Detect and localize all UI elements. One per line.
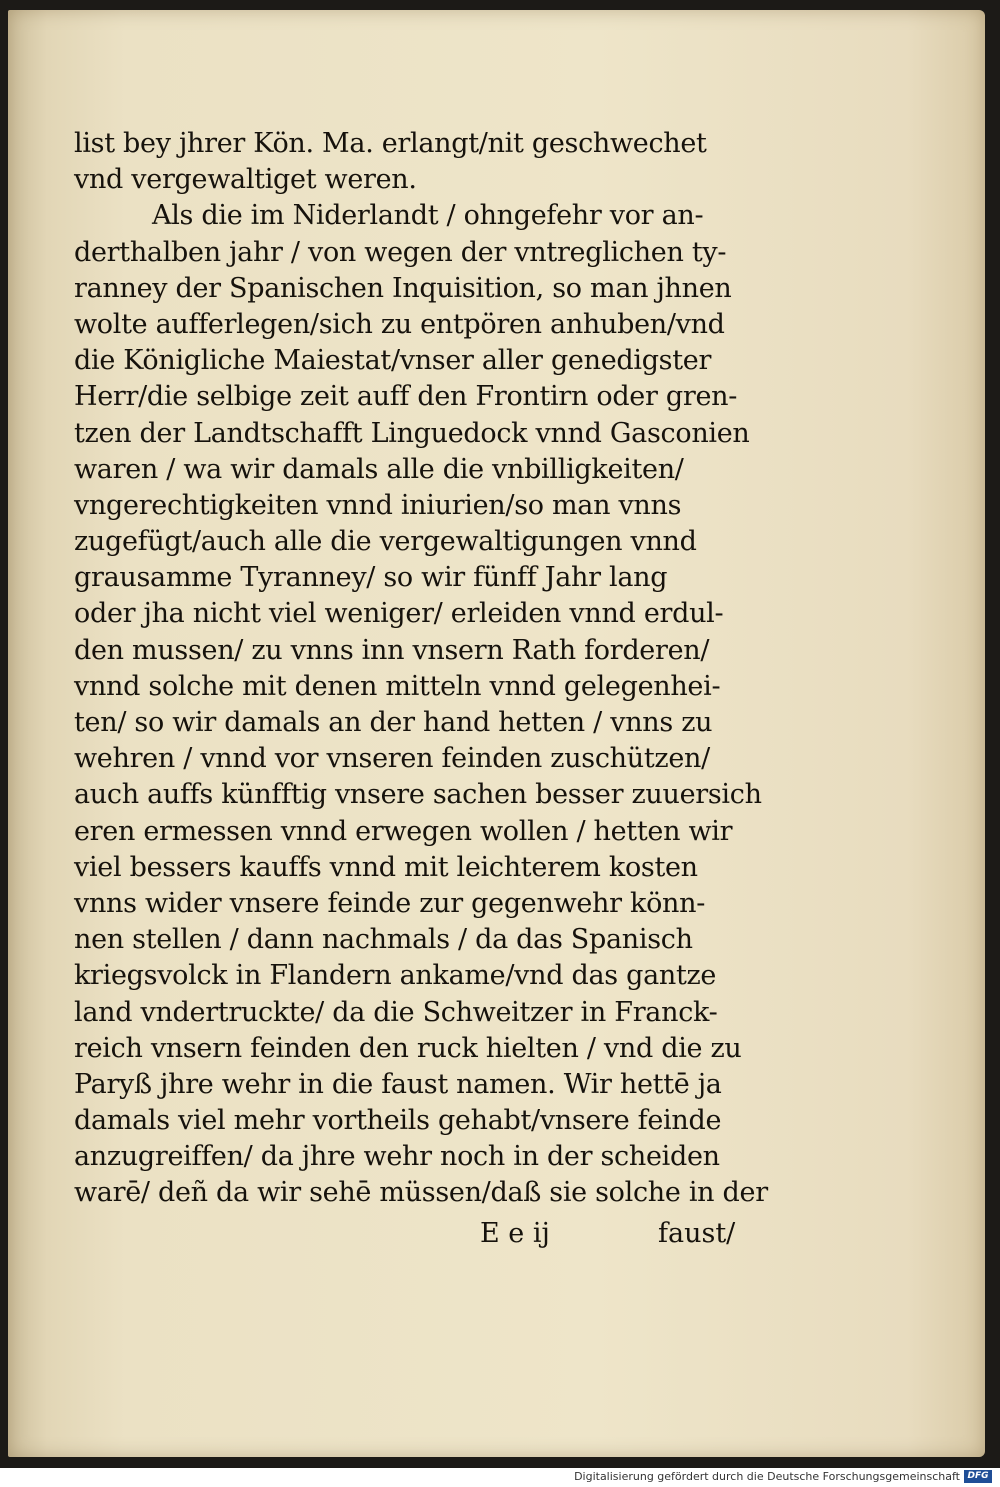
text-line: eren ermessen vnnd erwegen wollen / hetten wir [74,815,733,847]
text-line: warē/ deñ da wir sehē müssen/daß sie solche in der [74,1177,768,1209]
text-line: grausamme Tyranney/ so wir fünff Jahr lang [74,562,668,594]
text-line: Herr/die selbige zeit auff den Frontirn oder gren- [74,381,738,413]
text-line: kriegsvolck in Flandern ankame/vnd das gantze [74,960,717,992]
footer-bar [0,1468,1000,1487]
text-line: wolte aufferlegen/sich zu entpören anhuben/vnd [74,308,725,340]
text-line: den mussen/ zu vnns inn vnsern Rath forderen/ [74,634,710,666]
body-text [74,126,774,1212]
book-page [8,10,985,1457]
dfg-logo-icon[interactable]: DFG [964,1470,992,1483]
catchword: faust/ [658,1218,736,1249]
text-line: wehren / vnnd vor vnseren feinden zuschützen/ [74,743,710,775]
text-line: vngerechtigkeiten vnnd iniurien/so man vnns [74,489,682,521]
text-line: zugefügt/auch alle die vergewaltigungen vnnd [74,526,697,558]
text-line: list bey jhrer Kön. Ma. erlangt/nit geschwechet [74,128,707,159]
text-line: viel bessers kauffs vnnd mit leichterem kosten [74,851,698,883]
funding-credit: Digitalisierung gefördert durch die Deutsche Forschungsgemeinschaft [574,1470,960,1483]
text-line: auch auffs künfftig vnsere sachen besser zuuersich [74,779,762,811]
text-line: land vndertruckte/ da die Schweitzer in Franck- [74,996,718,1028]
text-line: waren / wa wir damals alle die vnbilligkeiten/ [74,453,684,485]
text-line: Paryß jhre wehr in die faust namen. Wir hettē ja [74,1068,722,1100]
text-line: anzugreiffen/ da jhre wehr noch in der scheiden [74,1141,720,1173]
text-line: oder jha nicht viel weniger/ erleiden vnnd erdul- [74,598,724,630]
text-line: Als die im Niderlandt / ohngefehr vor an- [152,200,704,232]
page-foot [8,1218,985,1258]
signature-mark: E e ij [480,1218,550,1249]
text-line: vnd vergewaltiget weren. [74,164,417,196]
text-line: ten/ so wir damals an der hand hetten / vnns zu [74,707,713,738]
text-line: die Königliche Maiestat/vnser aller genedigster [74,345,712,377]
text-line: vnns wider vnsere feinde zur gegenwehr könn- [74,887,706,919]
text-line: ranney der Spanischen Inquisition, so man jhnen [74,272,732,304]
text-line: derthalben jahr / von wegen der vntreglichen ty- [74,236,727,268]
text-line: vnnd solche mit denen mitteln vnnd gelegenhei- [74,670,721,702]
text-line: tzen der Landtschafft Linguedock vnnd Gasconien [74,417,750,449]
text-line: reich vnsern feinden den ruck hielten / vnd die zu [74,1032,742,1064]
text-line: damals viel mehr vortheils gehabt/vnsere feinde [74,1105,722,1137]
text-line: nen stellen / dann nachmals / da das Spanisch [74,924,693,956]
